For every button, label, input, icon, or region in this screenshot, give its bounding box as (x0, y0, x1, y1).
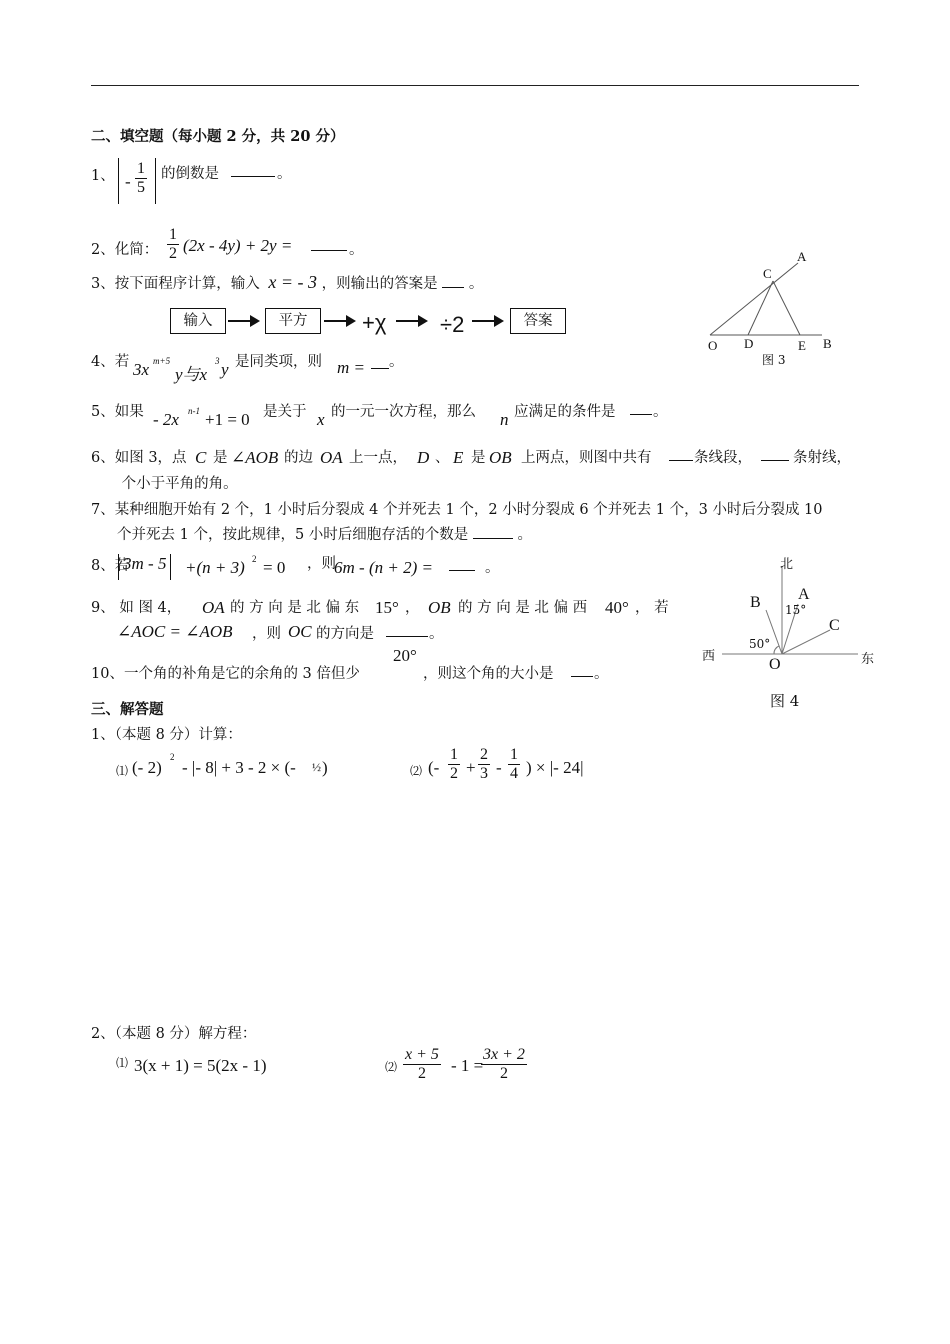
question-10: 10、一个角的补角是它的余角的 3 倍但少 20° ，则这个角的大小是 。 (91, 646, 609, 682)
fraction: $\frac{1}{4}$ (510, 746, 518, 782)
answer-blank-rays[interactable] (761, 448, 789, 461)
problem-2-title: 2、（本题 8 分）解方程： (91, 1026, 257, 1042)
fig3-label-d: D (744, 336, 754, 351)
flow-box-answer: 答案 (510, 308, 566, 334)
answer-blank[interactable] (311, 238, 347, 251)
arrow-right-icon (324, 312, 358, 330)
figure-4-caption: 图 4 (770, 692, 800, 710)
fig4-label-b: B (750, 594, 761, 611)
question-3: 3、按下面程序计算，输入 x = - 3 ，则输出的答案是 。 (91, 272, 484, 292)
question-6-line-1: 6、如图 3，点 C 是 ∠AOB 的边 OA 上一点， D 、 E 是 OB 上两点，则图中共有 条线段， 条射线， (91, 448, 851, 467)
abs-value-bars: 3m - 5 (118, 554, 171, 580)
flow-box-square: 平方 (265, 308, 321, 334)
question-6-line-2: 个小于平角的角。 (121, 476, 238, 492)
fig3-label-e: E (798, 338, 806, 353)
flow-op-plus-x: +χ (362, 310, 387, 335)
arrow-right-icon (228, 312, 262, 330)
problem-1-title: 1、（本题 8 分）计算： (91, 727, 242, 743)
answer-blank[interactable] (630, 402, 652, 415)
flow-op-divide-2: ÷2 (440, 312, 465, 337)
section-title-fill-in: 二、填空题（每小题 2 分，共 20 分） (91, 128, 345, 145)
answer-blank[interactable] (231, 164, 275, 177)
question-7-line-2: 个并死去 1 个，按此规律，5 小时后细胞存活的个数是 。 (117, 527, 532, 543)
section-title-answers: 三、解答题 (91, 701, 164, 718)
problem-1-part-1: ⑴ (- 2) 2 - |- 8| + 3 - 2 × (- ½ ) (116, 752, 328, 778)
fraction-half: $\frac{1}{2}$ (169, 226, 177, 262)
problem-2-part-1: ⑴ 3(x + 1) = 5(2x - 1) (116, 1056, 267, 1075)
fraction: $\frac{1}{2}$ (450, 746, 458, 782)
question-5: 5、如果 - 2x n-1 +1 = 0 是关于 x 的一元一次方程，那么 n 应满足的条件是 。 (91, 404, 668, 429)
abs-value-bars: - $\frac{1}{5}$ (118, 158, 156, 204)
question-2: 2、化简： $\frac{1}{2}$ (2x - 4y) + 2y = 。 (91, 226, 364, 262)
fraction: $\frac{x + 5}{2}$ (405, 1046, 439, 1082)
question-4: 4、若 3x m+5 y与x 3 y 是同类项，则 m = 。 (91, 354, 404, 384)
answer-blank[interactable] (386, 624, 428, 637)
question-9-line-2: ∠AOC = ∠AOB ，则 OC 的方向是 。 (117, 622, 444, 642)
fig4-angle-15: 15° (785, 603, 807, 617)
arrow-right-icon (472, 312, 506, 330)
fig4-north-label: 北 (780, 556, 794, 571)
arrow-right-icon (396, 312, 430, 330)
answer-blank[interactable] (473, 526, 513, 539)
fig3-label-c: C (763, 266, 772, 281)
fraction: $\frac{3x + 2}{2}$ (483, 1046, 525, 1082)
problem-2-part-2: ⑵ $\frac{x + 5}{2}$ - 1 = $\frac{3x + 2}{2}$ (385, 1046, 525, 1082)
answer-blank[interactable] (442, 275, 464, 288)
fig3-label-o: O (708, 338, 718, 353)
top-rule (91, 85, 859, 86)
figure-3-caption: 图 3 (762, 353, 786, 367)
fig4-label-a: A (798, 586, 810, 603)
question-9-line-1: 9、 如 图 4， OA 的 方 向 是 北 偏 东 15° ， OB 的 方 向 是 北 偏 西 40° ， 若 (91, 598, 669, 617)
answer-blank[interactable] (571, 664, 593, 677)
fig4-west-label: 西 (702, 648, 716, 663)
question-7-line-1: 7、某种细胞开始有 2 个，1 小时后分裂成 4 个并死去 1 个，2 小时分裂成 6 个并死去 1 个，3 小时后分裂成 10 (91, 502, 823, 518)
question-8: 8、若 3m - 5 +(n + 3) 2 = 0 ，则 6m - (n + 2) = 。 (91, 552, 611, 586)
answer-blank[interactable] (371, 356, 389, 369)
fig4-label-c: C (829, 617, 840, 634)
fig4-angle-50: 50° (749, 637, 771, 651)
fraction: $\frac{1}{5}$ (137, 160, 145, 196)
fig4-east-label: 东 (861, 651, 875, 666)
answer-blank[interactable] (449, 558, 475, 571)
fraction: $\frac{2}{3}$ (480, 746, 488, 782)
fig3-label-b: B (823, 336, 832, 351)
answer-blank-segments[interactable] (669, 448, 693, 461)
fig3-label-a: A (797, 249, 807, 264)
flow-box-input: 输入 (170, 308, 226, 334)
fig4-label-o: O (769, 656, 781, 673)
problem-1-part-2: ⑵ (- $\frac{1}{2}$ + $\frac{2}{3}$ - $\frac{1}{4}$ ) × |- 24| (410, 746, 584, 782)
